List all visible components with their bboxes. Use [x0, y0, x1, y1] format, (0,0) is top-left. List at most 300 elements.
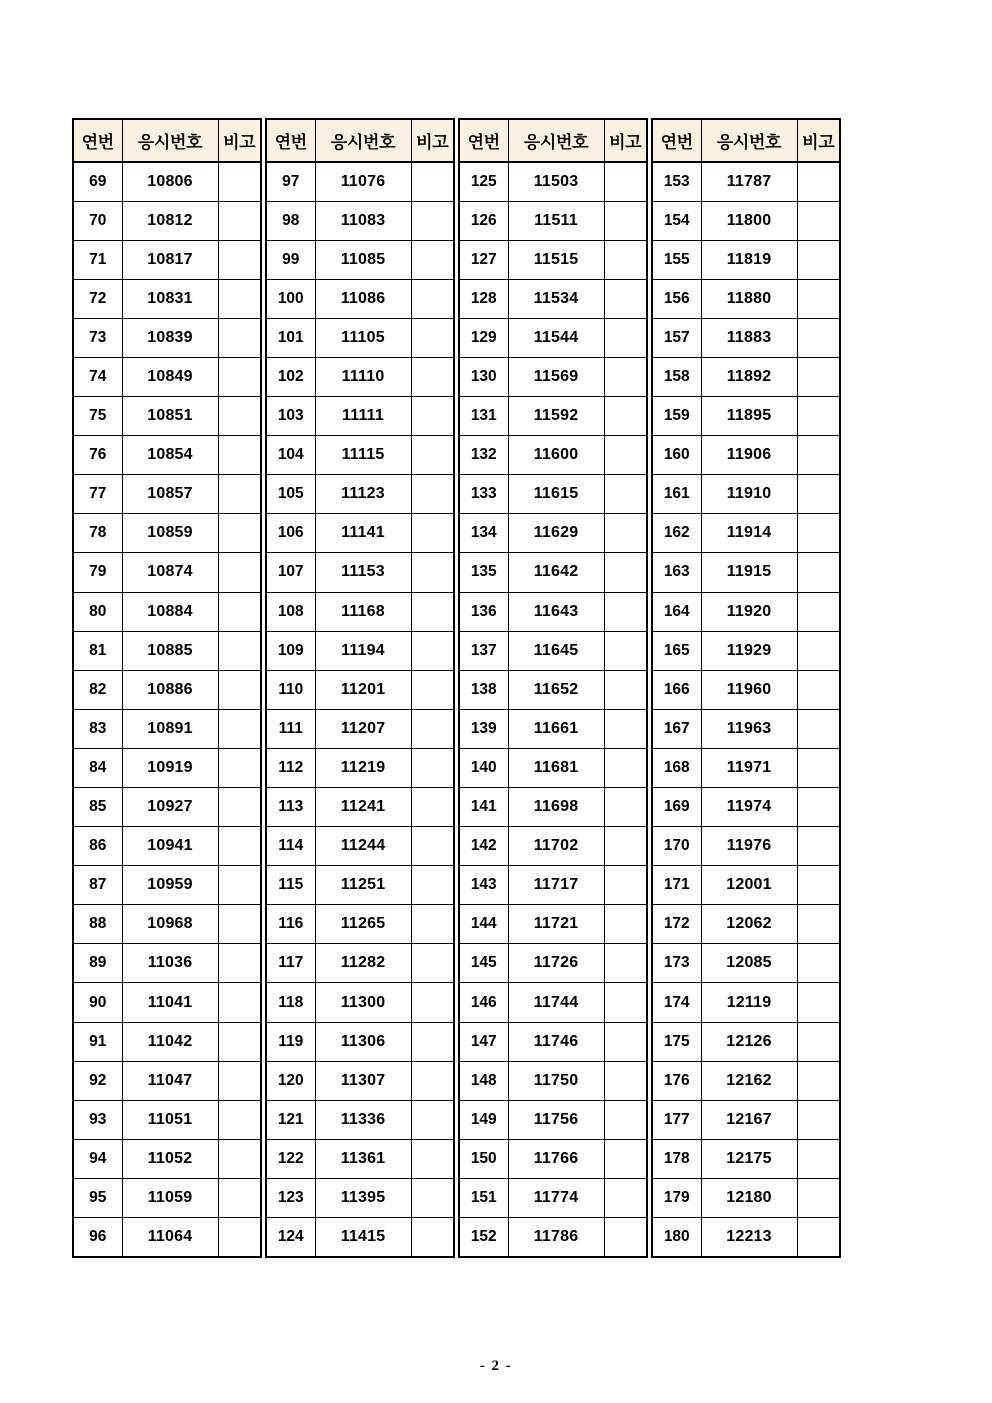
- cell-note: [604, 201, 647, 240]
- table-row: [266, 201, 454, 240]
- cell-note: [218, 944, 261, 983]
- cell-seq: 80: [73, 592, 122, 631]
- table-row: [266, 905, 454, 944]
- cell-note: [218, 788, 261, 827]
- table-row: [459, 827, 647, 866]
- cell-seq: 155: [652, 240, 701, 279]
- table-row: [459, 905, 647, 944]
- cell-seq: 124: [266, 1218, 315, 1257]
- cell-num: 11076: [315, 162, 411, 201]
- cell-seq: 145: [459, 944, 508, 983]
- cell-num: 11756: [508, 1100, 604, 1139]
- cell-num: 11643: [508, 592, 604, 631]
- cell-num: 11914: [701, 514, 797, 553]
- table-row: [652, 397, 840, 436]
- table-row: [652, 1178, 840, 1217]
- cell-note: [604, 240, 647, 279]
- column-header-seq: 연번: [459, 119, 508, 162]
- cell-num: 11645: [508, 631, 604, 670]
- cell-num: 11111: [315, 397, 411, 436]
- cell-seq: 166: [652, 670, 701, 709]
- table-row: [652, 201, 840, 240]
- column-header-note: 비고: [604, 119, 647, 162]
- cell-num: 11306: [315, 1022, 411, 1061]
- table-row: [266, 514, 454, 553]
- cell-seq: 143: [459, 866, 508, 905]
- cell-num: 12085: [701, 944, 797, 983]
- table-row: [459, 318, 647, 357]
- cell-num: 11361: [315, 1139, 411, 1178]
- column-header-seq: 연번: [266, 119, 315, 162]
- cell-seq: 117: [266, 944, 315, 983]
- cell-note: [604, 827, 647, 866]
- cell-note: [797, 475, 840, 514]
- cell-num: 11750: [508, 1061, 604, 1100]
- table-row: [652, 592, 840, 631]
- cell-note: [411, 397, 454, 436]
- table-row: [266, 1100, 454, 1139]
- cell-seq: 73: [73, 318, 122, 357]
- cell-num: 11105: [315, 318, 411, 357]
- cell-seq: 71: [73, 240, 122, 279]
- cell-note: [411, 1218, 454, 1257]
- table-row: [652, 827, 840, 866]
- cell-note: [411, 905, 454, 944]
- cell-note: [604, 514, 647, 553]
- table-row: [459, 1061, 647, 1100]
- cell-seq: 123: [266, 1178, 315, 1217]
- cell-num: 11415: [315, 1218, 411, 1257]
- cell-note: [218, 670, 261, 709]
- cell-num: 11282: [315, 944, 411, 983]
- table-row: [652, 670, 840, 709]
- cell-seq: 169: [652, 788, 701, 827]
- table-row: [652, 162, 840, 201]
- cell-seq: 70: [73, 201, 122, 240]
- cell-note: [218, 514, 261, 553]
- cell-note: [604, 944, 647, 983]
- table-row: [73, 944, 261, 983]
- cell-num: 11892: [701, 357, 797, 396]
- cell-num: 11515: [508, 240, 604, 279]
- cell-seq: 129: [459, 318, 508, 357]
- cell-num: 12126: [701, 1022, 797, 1061]
- cell-note: [218, 201, 261, 240]
- cell-num: 10886: [122, 670, 218, 709]
- cell-num: 11786: [508, 1218, 604, 1257]
- cell-note: [797, 553, 840, 592]
- cell-note: [218, 1100, 261, 1139]
- cell-seq: 101: [266, 318, 315, 357]
- cell-num: 10812: [122, 201, 218, 240]
- table-row: [652, 514, 840, 553]
- cell-seq: 160: [652, 436, 701, 475]
- cell-seq: 106: [266, 514, 315, 553]
- cell-seq: 111: [266, 709, 315, 748]
- cell-seq: 165: [652, 631, 701, 670]
- cell-num: 12180: [701, 1178, 797, 1217]
- cell-num: 11895: [701, 397, 797, 436]
- cell-num: 11920: [701, 592, 797, 631]
- cell-note: [797, 592, 840, 631]
- cell-note: [604, 670, 647, 709]
- cell-seq: 173: [652, 944, 701, 983]
- table-row: [652, 866, 840, 905]
- cell-num: 12167: [701, 1100, 797, 1139]
- cell-seq: 148: [459, 1061, 508, 1100]
- cell-num: 11702: [508, 827, 604, 866]
- cell-seq: 82: [73, 670, 122, 709]
- cell-num: 11744: [508, 983, 604, 1022]
- cell-seq: 137: [459, 631, 508, 670]
- table-row: [266, 1022, 454, 1061]
- cell-seq: 146: [459, 983, 508, 1022]
- cell-note: [411, 514, 454, 553]
- table-row: [652, 905, 840, 944]
- cell-note: [797, 983, 840, 1022]
- cell-num: 10806: [122, 162, 218, 201]
- cell-note: [218, 357, 261, 396]
- column-group-1: [72, 118, 262, 1258]
- table-row: [266, 1218, 454, 1257]
- column-header-note: 비고: [797, 119, 840, 162]
- cell-note: [411, 592, 454, 631]
- cell-seq: 112: [266, 748, 315, 787]
- cell-seq: 168: [652, 748, 701, 787]
- cell-num: 11642: [508, 553, 604, 592]
- cell-note: [218, 827, 261, 866]
- cell-seq: 76: [73, 436, 122, 475]
- cell-note: [411, 318, 454, 357]
- cell-note: [411, 944, 454, 983]
- cell-note: [218, 1218, 261, 1257]
- table-row: [459, 201, 647, 240]
- cell-num: 11615: [508, 475, 604, 514]
- cell-seq: 175: [652, 1022, 701, 1061]
- cell-note: [411, 866, 454, 905]
- cell-seq: 167: [652, 709, 701, 748]
- cell-num: 11883: [701, 318, 797, 357]
- cell-seq: 84: [73, 748, 122, 787]
- table-header-row: [652, 119, 840, 162]
- cell-seq: 75: [73, 397, 122, 436]
- cell-num: 11787: [701, 162, 797, 201]
- cell-num: 10941: [122, 827, 218, 866]
- cell-note: [411, 1100, 454, 1139]
- cell-num: 12062: [701, 905, 797, 944]
- table-row: [73, 514, 261, 553]
- cell-seq: 102: [266, 357, 315, 396]
- cell-note: [797, 866, 840, 905]
- cell-note: [411, 1178, 454, 1217]
- cell-num: 11036: [122, 944, 218, 983]
- table-row: [266, 1061, 454, 1100]
- cell-seq: 85: [73, 788, 122, 827]
- cell-num: 11086: [315, 279, 411, 318]
- cell-seq: 114: [266, 827, 315, 866]
- cell-seq: 163: [652, 553, 701, 592]
- cell-note: [411, 436, 454, 475]
- cell-num: 11115: [315, 436, 411, 475]
- cell-num: 10968: [122, 905, 218, 944]
- cell-seq: 136: [459, 592, 508, 631]
- table-header-row: [73, 119, 261, 162]
- cell-note: [218, 748, 261, 787]
- cell-note: [411, 827, 454, 866]
- cell-num: 11153: [315, 553, 411, 592]
- cell-seq: 92: [73, 1061, 122, 1100]
- cell-num: 11051: [122, 1100, 218, 1139]
- cell-num: 11300: [315, 983, 411, 1022]
- cell-note: [411, 357, 454, 396]
- cell-note: [604, 318, 647, 357]
- table-row: [459, 631, 647, 670]
- cell-seq: 74: [73, 357, 122, 396]
- table-row: [73, 201, 261, 240]
- table-row: [73, 240, 261, 279]
- cell-seq: 120: [266, 1061, 315, 1100]
- cell-seq: 90: [73, 983, 122, 1022]
- table-row: [459, 1178, 647, 1217]
- table-row: [266, 240, 454, 279]
- cell-seq: 180: [652, 1218, 701, 1257]
- cell-seq: 69: [73, 162, 122, 201]
- column-group-3: [458, 118, 648, 1258]
- cell-note: [604, 1100, 647, 1139]
- cell-seq: 140: [459, 748, 508, 787]
- cell-seq: 176: [652, 1061, 701, 1100]
- cell-num: 10831: [122, 279, 218, 318]
- cell-num: 11960: [701, 670, 797, 709]
- cell-num: 11503: [508, 162, 604, 201]
- cell-num: 11265: [315, 905, 411, 944]
- table-row: [652, 944, 840, 983]
- cell-seq: 89: [73, 944, 122, 983]
- cell-num: 11042: [122, 1022, 218, 1061]
- table-row: [652, 631, 840, 670]
- cell-note: [604, 397, 647, 436]
- table-row: [73, 1178, 261, 1217]
- cell-seq: 157: [652, 318, 701, 357]
- cell-seq: 78: [73, 514, 122, 553]
- table-row: [73, 475, 261, 514]
- table-row: [73, 1100, 261, 1139]
- table-row: [459, 670, 647, 709]
- cell-note: [797, 318, 840, 357]
- cell-note: [218, 240, 261, 279]
- cell-num: 10884: [122, 592, 218, 631]
- table-row: [459, 553, 647, 592]
- cell-note: [604, 1218, 647, 1257]
- table-row: [73, 709, 261, 748]
- table-row: [459, 1022, 647, 1061]
- table-row: [73, 279, 261, 318]
- cell-num: 11717: [508, 866, 604, 905]
- cell-note: [604, 866, 647, 905]
- cell-note: [604, 983, 647, 1022]
- cell-num: 12213: [701, 1218, 797, 1257]
- cell-seq: 95: [73, 1178, 122, 1217]
- cell-seq: 116: [266, 905, 315, 944]
- table-row: [652, 318, 840, 357]
- cell-note: [797, 631, 840, 670]
- cell-num: 11681: [508, 748, 604, 787]
- table-header-row: [459, 119, 647, 162]
- table-row: [266, 436, 454, 475]
- cell-note: [218, 436, 261, 475]
- cell-note: [218, 279, 261, 318]
- table-row: [73, 905, 261, 944]
- cell-seq: 131: [459, 397, 508, 436]
- table-row: [459, 788, 647, 827]
- cell-seq: 138: [459, 670, 508, 709]
- cell-seq: 97: [266, 162, 315, 201]
- cell-num: 11219: [315, 748, 411, 787]
- cell-note: [218, 162, 261, 201]
- cell-num: 12001: [701, 866, 797, 905]
- cell-note: [411, 201, 454, 240]
- cell-num: 12162: [701, 1061, 797, 1100]
- cell-note: [411, 475, 454, 514]
- cell-seq: 72: [73, 279, 122, 318]
- cell-note: [218, 1061, 261, 1100]
- cell-num: 11241: [315, 788, 411, 827]
- cell-seq: 144: [459, 905, 508, 944]
- cell-num: 10891: [122, 709, 218, 748]
- table-row: [266, 748, 454, 787]
- cell-note: [797, 1022, 840, 1061]
- table-row: [266, 788, 454, 827]
- cell-seq: 77: [73, 475, 122, 514]
- table-row: [652, 553, 840, 592]
- cell-note: [411, 240, 454, 279]
- cell-note: [218, 709, 261, 748]
- cell-num: 11251: [315, 866, 411, 905]
- cell-seq: 158: [652, 357, 701, 396]
- cell-num: 11600: [508, 436, 604, 475]
- cell-seq: 119: [266, 1022, 315, 1061]
- cell-num: 11652: [508, 670, 604, 709]
- cell-note: [797, 397, 840, 436]
- cell-note: [218, 983, 261, 1022]
- column-header-seq: 연번: [73, 119, 122, 162]
- table-row: [652, 1100, 840, 1139]
- cell-num: 11698: [508, 788, 604, 827]
- table-row: [459, 748, 647, 787]
- table-row: [73, 670, 261, 709]
- table-row: [266, 944, 454, 983]
- table-row: [73, 397, 261, 436]
- table-row: [73, 1218, 261, 1257]
- table-row: [73, 318, 261, 357]
- cell-num: 11194: [315, 631, 411, 670]
- cell-seq: 152: [459, 1218, 508, 1257]
- cell-seq: 88: [73, 905, 122, 944]
- cell-num: 10885: [122, 631, 218, 670]
- table-row: [73, 788, 261, 827]
- cell-seq: 100: [266, 279, 315, 318]
- cell-seq: 147: [459, 1022, 508, 1061]
- table-row: [459, 357, 647, 396]
- table-row: [73, 827, 261, 866]
- table-row: [652, 279, 840, 318]
- cell-num: 11766: [508, 1139, 604, 1178]
- cell-seq: 81: [73, 631, 122, 670]
- cell-note: [604, 788, 647, 827]
- table-row: [652, 748, 840, 787]
- cell-seq: 125: [459, 162, 508, 201]
- table-row: [73, 162, 261, 201]
- cell-note: [218, 866, 261, 905]
- table-row: [652, 475, 840, 514]
- table-row: [459, 1100, 647, 1139]
- cell-num: 11083: [315, 201, 411, 240]
- table-row: [266, 592, 454, 631]
- cell-note: [411, 1022, 454, 1061]
- cell-seq: 153: [652, 162, 701, 201]
- cell-note: [604, 553, 647, 592]
- cell-num: 11880: [701, 279, 797, 318]
- cell-num: 10851: [122, 397, 218, 436]
- cell-num: 11963: [701, 709, 797, 748]
- cell-num: 10919: [122, 748, 218, 787]
- table-row: [459, 240, 647, 279]
- cell-num: 11244: [315, 827, 411, 866]
- table-row: [73, 631, 261, 670]
- column-group-4: [651, 118, 841, 1258]
- table-row: [73, 748, 261, 787]
- cell-num: 11726: [508, 944, 604, 983]
- cell-seq: 118: [266, 983, 315, 1022]
- cell-note: [604, 592, 647, 631]
- column-header-num: 응시번호: [122, 119, 218, 162]
- cell-seq: 130: [459, 357, 508, 396]
- cell-num: 11819: [701, 240, 797, 279]
- cell-num: 10817: [122, 240, 218, 279]
- cell-seq: 179: [652, 1178, 701, 1217]
- table-row: [459, 709, 647, 748]
- cell-num: 11307: [315, 1061, 411, 1100]
- cell-seq: 93: [73, 1100, 122, 1139]
- table-row: [266, 827, 454, 866]
- cell-num: 11929: [701, 631, 797, 670]
- column-header-seq: 연번: [652, 119, 701, 162]
- cell-note: [797, 827, 840, 866]
- cell-seq: 164: [652, 592, 701, 631]
- cell-note: [604, 631, 647, 670]
- cell-seq: 154: [652, 201, 701, 240]
- cell-note: [411, 983, 454, 1022]
- table-row: [652, 983, 840, 1022]
- cell-num: 11915: [701, 553, 797, 592]
- cell-num: 10927: [122, 788, 218, 827]
- cell-seq: 99: [266, 240, 315, 279]
- table-row: [459, 475, 647, 514]
- cell-note: [797, 240, 840, 279]
- cell-num: 11110: [315, 357, 411, 396]
- cell-num: 11085: [315, 240, 411, 279]
- table-row: [652, 357, 840, 396]
- cell-note: [411, 788, 454, 827]
- column-group-2: [265, 118, 455, 1258]
- cell-seq: 127: [459, 240, 508, 279]
- table-row: [73, 357, 261, 396]
- cell-note: [604, 357, 647, 396]
- cell-num: 11629: [508, 514, 604, 553]
- cell-note: [218, 553, 261, 592]
- table-row: [266, 983, 454, 1022]
- cell-seq: 87: [73, 866, 122, 905]
